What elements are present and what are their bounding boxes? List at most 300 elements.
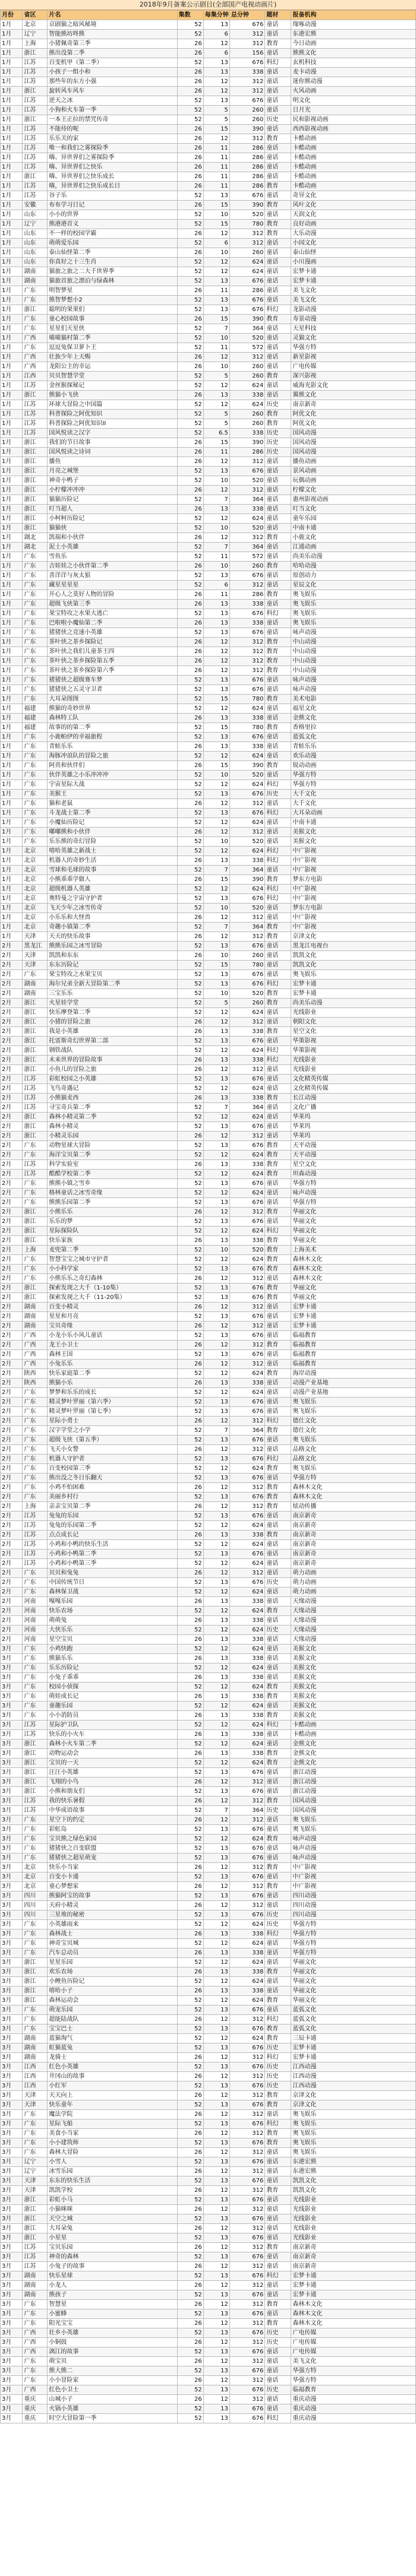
table-row [1, 1417, 416, 1426]
cell-episodes: 26 [177, 647, 203, 657]
cell-province: 广东 [23, 666, 48, 676]
cell-episodes: 52 [177, 904, 203, 913]
cell-month: 2月 [1, 1512, 23, 1521]
cell-genre: 童话 [265, 1312, 291, 1322]
cell-episodes: 26 [177, 87, 203, 96]
cell-province: 广东 [23, 2148, 48, 2157]
cell-title: 探索发现之大千（1-10集） [48, 1284, 177, 1293]
cell-total-minutes: 676 [229, 1217, 265, 1227]
cell-organization: 重庆动漫 [291, 2404, 416, 2414]
cell-title: 你真好之十三生肖 [48, 258, 177, 267]
cell-genre: 童话 [265, 163, 291, 172]
cell-genre: 童话 [265, 1179, 291, 1189]
cell-episodes: 52 [177, 58, 203, 68]
cell-genre: 童话 [265, 1217, 291, 1227]
cell-province: 江苏 [23, 410, 48, 419]
cell-genre: 科幻 [265, 847, 291, 856]
cell-total-minutes: 260 [229, 410, 265, 419]
cell-month: 1月 [1, 30, 23, 39]
table-row [1, 1891, 416, 1901]
cell-month: 3月 [1, 1929, 23, 1939]
cell-month: 1月 [1, 780, 23, 790]
cell-minutes-per-episode: 13 [203, 2005, 229, 2015]
cell-province: 广东 [23, 761, 48, 771]
header-genre: 题材 [265, 11, 291, 20]
cell-minutes-per-episode: 12 [203, 1483, 229, 1493]
cell-title: 森林小精灵第二季 [48, 1113, 177, 1122]
cell-episodes: 52 [177, 220, 203, 229]
table-row [1, 1493, 416, 1502]
cell-month: 1月 [1, 533, 23, 543]
cell-title: 嘟嘟熊和小伙伴 [48, 828, 177, 837]
cell-title: 小鸡和小鸭第三季 [48, 1559, 177, 1569]
cell-genre: 教育 [265, 875, 291, 885]
cell-organization: 大耳朵动画 [291, 809, 416, 818]
cell-genre: 童话 [265, 239, 291, 248]
cell-province: 江苏 [23, 400, 48, 410]
cell-genre: 童话 [265, 1635, 291, 1645]
cell-episodes: 52 [177, 837, 203, 847]
cell-province: 江苏 [23, 2262, 48, 2271]
cell-month: 1月 [1, 495, 23, 505]
cell-month: 3月 [1, 1730, 23, 1739]
cell-episodes: 52 [177, 942, 203, 951]
table-row [1, 410, 416, 419]
cell-title: 青蛙乐乐 [48, 742, 177, 752]
cell-title: 星际护卫队 [48, 1720, 177, 1730]
cell-total-minutes: 676 [229, 1844, 265, 1853]
cell-title: 火星娃学堂 [48, 999, 177, 1008]
cell-minutes-per-episode: 12 [203, 486, 229, 495]
cell-episodes: 26 [177, 248, 203, 258]
cell-total-minutes: 286 [229, 182, 265, 191]
cell-minutes-per-episode: 12 [203, 1882, 229, 1891]
cell-title: 小小建筑师 [48, 2138, 177, 2148]
cell-genre: 教育 [265, 1369, 291, 1379]
cell-title: 小英雄雨来 [48, 1920, 177, 1929]
cell-genre: 童话 [265, 2233, 291, 2243]
table-row [1, 1094, 416, 1103]
cell-organization: 美猴文化 [291, 828, 416, 837]
cell-minutes-per-episode: 12 [203, 381, 229, 391]
table-row [1, 1749, 416, 1758]
cell-total-minutes: 676 [229, 467, 265, 476]
cell-episodes: 26 [177, 1379, 203, 1388]
cell-organization: 奥飞娱乐 [291, 2119, 416, 2129]
cell-episodes: 52 [177, 2034, 203, 2043]
cell-month: 3月 [1, 1939, 23, 1948]
cell-organization: 蓝弧文化 [291, 2005, 416, 2015]
table-row [1, 1597, 416, 1607]
cell-episodes: 52 [177, 2043, 203, 2053]
cell-title: 中华成语故事 [48, 1806, 177, 1815]
cell-title: 天府小精灵 [48, 1901, 177, 1910]
cell-month: 2月 [1, 1464, 23, 1474]
cell-total-minutes: 676 [229, 2290, 265, 2300]
cell-total-minutes: 624 [229, 1255, 265, 1265]
cell-genre: 教育 [265, 2100, 291, 2110]
cell-organization: 华策影视 [291, 1037, 416, 1046]
cell-total-minutes: 260 [229, 419, 265, 429]
cell-title: 托雷斯奇幻世界第二部 [48, 1037, 177, 1046]
cell-province: 河南 [23, 1626, 48, 1635]
cell-province: 江苏 [23, 1796, 48, 1806]
table-row [1, 1673, 416, 1683]
cell-episodes: 52 [177, 1872, 203, 1882]
cell-title: 逆天之冰 [48, 96, 177, 106]
cell-episodes: 52 [177, 514, 203, 524]
cell-minutes-per-episode: 12 [203, 1132, 229, 1141]
table-row [1, 343, 416, 353]
table-row [1, 1882, 416, 1891]
cell-title: 开心人之莫好人物的冒险 [48, 590, 177, 600]
cell-title: 旋转风车风车 [48, 87, 177, 96]
cell-minutes-per-episode: 5 [203, 419, 229, 429]
table-row [1, 277, 416, 286]
cell-episodes: 26 [177, 1445, 203, 1455]
cell-month: 1月 [1, 267, 23, 277]
cell-genre: 童话 [265, 2281, 291, 2290]
cell-minutes-per-episode: 12 [203, 638, 229, 647]
cell-province: 广东 [23, 2005, 48, 2015]
table-row [1, 1341, 416, 1350]
cell-province: 重庆 [23, 2404, 48, 2414]
cell-total-minutes: 312 [229, 30, 265, 39]
cell-genre: 教育 [265, 695, 291, 704]
cell-total-minutes: 312 [229, 2148, 265, 2157]
cell-minutes-per-episode: 13 [203, 1198, 229, 1208]
cell-genre: 童话 [265, 1037, 291, 1046]
cell-month: 1月 [1, 904, 23, 913]
cell-total-minutes: 338 [229, 742, 265, 752]
cell-minutes-per-episode: 12 [203, 2262, 229, 2271]
cell-total-minutes: 624 [229, 1113, 265, 1122]
cell-genre: 童话 [265, 362, 291, 372]
cell-minutes-per-episode: 13 [203, 1787, 229, 1796]
cell-province: 福建 [23, 704, 48, 714]
cell-total-minutes: 520 [229, 210, 265, 220]
cell-organization: 锐动动画 [291, 761, 416, 771]
cell-minutes-per-episode: 7 [203, 543, 229, 552]
cell-genre: 童话 [265, 2224, 291, 2233]
cell-title: 小铜鼓 [48, 2338, 177, 2347]
cell-organization: 文化精英传媒 [291, 1084, 416, 1094]
cell-episodes: 52 [177, 723, 203, 733]
table-header-row [1, 11, 416, 20]
cell-total-minutes: 676 [229, 2214, 265, 2224]
cell-genre: 童话 [265, 2148, 291, 2157]
cell-month: 2月 [1, 1160, 23, 1170]
cell-minutes-per-episode: 12 [203, 2338, 229, 2347]
cell-month: 2月 [1, 989, 23, 999]
table-row [1, 1977, 416, 1986]
cell-organization: 天平动漫 [291, 1151, 416, 1160]
cell-minutes-per-episode: 13 [203, 2062, 229, 2072]
cell-genre: 童话 [265, 324, 291, 334]
cell-episodes: 52 [177, 115, 203, 125]
cell-episodes: 52 [177, 1958, 203, 1967]
table-row [1, 96, 416, 106]
cell-genre: 教育 [265, 1160, 291, 1170]
cell-organization: 今日动画 [291, 39, 416, 49]
cell-organization: 森林木文化 [291, 2319, 416, 2328]
cell-genre: 童话 [265, 1739, 291, 1749]
table-row [1, 1948, 416, 1958]
cell-title: 熊猫阿宝的故事 [48, 1891, 177, 1901]
cell-total-minutes: 312 [229, 1303, 265, 1312]
table-row [1, 2176, 416, 2186]
cell-organization: 国风动漫 [291, 448, 416, 457]
table-row [1, 2224, 416, 2233]
table-row [1, 847, 416, 856]
cell-genre: 童话 [265, 125, 291, 134]
cell-organization: 天缘动漫 [291, 1597, 416, 1607]
cell-province: 广东 [23, 1920, 48, 1929]
cell-title: 小鸡快跑 [48, 1645, 177, 1654]
cell-title: 小精灵乐园 [48, 1132, 177, 1141]
cell-month: 1月 [1, 657, 23, 666]
cell-total-minutes: 676 [229, 277, 265, 286]
cell-title: 快乐童年 [48, 2100, 177, 2110]
cell-month: 1月 [1, 714, 23, 723]
cell-title: 精灵梦叶罗丽（第六季） [48, 1398, 177, 1407]
cell-genre: 童话 [265, 334, 291, 343]
cell-minutes-per-episode: 12 [203, 1113, 229, 1122]
cell-organization: 迷你熊动漫 [291, 77, 416, 87]
table-row [1, 2148, 416, 2157]
cell-organization: 宏梦卡通 [291, 989, 416, 999]
cell-province: 广东 [23, 324, 48, 334]
cell-episodes: 52 [177, 410, 203, 419]
cell-total-minutes: 676 [229, 1075, 265, 1084]
cell-genre: 科幻 [265, 2053, 291, 2062]
cell-total-minutes: 676 [229, 58, 265, 68]
cell-province: 浙江 [23, 1958, 48, 1967]
cell-minutes-per-episode: 13 [203, 1578, 229, 1588]
cell-minutes-per-episode: 13 [203, 1075, 229, 1084]
cell-total-minutes: 364 [229, 866, 265, 875]
cell-province: 江苏 [23, 1084, 48, 1094]
cell-province: 广西 [23, 362, 48, 372]
cell-title: 百变小卡通 [48, 1872, 177, 1882]
cell-episodes: 52 [177, 476, 203, 486]
table-row [1, 1179, 416, 1189]
cell-month: 2月 [1, 1407, 23, 1417]
cell-minutes-per-episode: 13 [203, 1236, 229, 1246]
cell-minutes-per-episode: 13 [203, 2271, 229, 2281]
cell-minutes-per-episode: 12 [203, 1664, 229, 1673]
cell-genre: 童话 [265, 2395, 291, 2404]
cell-minutes-per-episode: 13 [203, 191, 229, 201]
cell-province: 广东 [23, 771, 48, 780]
table-row [1, 381, 416, 391]
cell-genre: 童话 [265, 1901, 291, 1910]
cell-organization: 江西动漫 [291, 2072, 416, 2081]
cell-title: 果宝特攻之水果大逃亡 [48, 609, 177, 619]
cell-total-minutes: 338 [229, 1692, 265, 1702]
cell-month: 1月 [1, 514, 23, 524]
table-row [1, 1103, 416, 1113]
cell-episodes: 52 [177, 429, 203, 438]
cell-genre: 童话 [265, 1198, 291, 1208]
cell-organization: 浙江动漫 [291, 1777, 416, 1787]
cell-title: 故事的的第二季 [48, 723, 177, 733]
cell-total-minutes: 676 [229, 2271, 265, 2281]
cell-month: 1月 [1, 828, 23, 837]
cell-province: 上海 [23, 39, 48, 49]
cell-province: 辽宁 [23, 30, 48, 39]
cell-organization: 叮当文化 [291, 505, 416, 514]
table-row [1, 1160, 416, 1170]
table-row [1, 1844, 416, 1853]
cell-month: 2月 [1, 1588, 23, 1597]
cell-province: 广东 [23, 1255, 48, 1265]
cell-episodes: 26 [177, 448, 203, 457]
cell-minutes-per-episode: 10 [203, 771, 229, 780]
table-row [1, 514, 416, 524]
cell-month: 1月 [1, 182, 23, 191]
cell-minutes-per-episode: 13 [203, 1379, 229, 1388]
cell-genre: 童话 [265, 1331, 291, 1341]
cell-title: 一本王正拉的禁咒传奇 [48, 115, 177, 125]
cell-province: 河南 [23, 1616, 48, 1626]
cell-genre: 童话 [265, 2252, 291, 2262]
cell-title: 海豚冲浪队的冒险之旅 [48, 752, 177, 761]
cell-month: 2月 [1, 1398, 23, 1407]
cell-month: 2月 [1, 1189, 23, 1198]
cell-minutes-per-episode: 12 [203, 2243, 229, 2252]
cell-title: 蓝猫淘气 [48, 2034, 177, 2043]
table-row [1, 666, 416, 676]
cell-minutes-per-episode: 12 [203, 1170, 229, 1179]
cell-province: 广东 [23, 1569, 48, 1578]
cell-organization: 天星科技 [291, 324, 416, 334]
table-row [1, 1986, 416, 1996]
cell-month: 2月 [1, 1037, 23, 1046]
cell-month: 3月 [1, 2205, 23, 2214]
table-row [1, 1236, 416, 1246]
cell-total-minutes: 676 [229, 1284, 265, 1293]
table-row [1, 932, 416, 942]
cell-total-minutes: 312 [229, 2281, 265, 2290]
cell-genre: 教育 [265, 2024, 291, 2034]
cell-organization: 海岸动漫 [291, 1369, 416, 1379]
table-row [1, 1350, 416, 1360]
cell-month: 2月 [1, 970, 23, 980]
cell-episodes: 52 [177, 1293, 203, 1303]
cell-total-minutes: 338 [229, 1379, 265, 1388]
cell-genre: 童话 [265, 1103, 291, 1113]
cell-total-minutes: 312 [229, 2262, 265, 2271]
cell-organization: 江通动画 [291, 543, 416, 552]
cell-minutes-per-episode: 15 [203, 695, 229, 704]
cell-genre: 科幻 [265, 2119, 291, 2129]
cell-province: 广东 [23, 733, 48, 742]
cell-organization: 香格里拉 [291, 723, 416, 733]
cell-total-minutes: 338 [229, 429, 265, 438]
cell-title: 壮族少年上天赐 [48, 353, 177, 362]
cell-total-minutes: 338 [229, 391, 265, 400]
cell-total-minutes: 312 [229, 1341, 265, 1350]
cell-title: 泥土小英雄 [48, 543, 177, 552]
cell-total-minutes: 312 [229, 2110, 265, 2119]
cell-province: 江苏 [23, 1720, 48, 1730]
cell-organization: 寿景动漫 [291, 315, 416, 324]
cell-genre: 童话 [265, 2005, 291, 2015]
table-row [1, 1407, 416, 1417]
cell-month: 3月 [1, 2290, 23, 2300]
cell-total-minutes: 676 [229, 676, 265, 685]
cell-province: 广东 [23, 600, 48, 609]
cell-episodes: 52 [177, 1920, 203, 1929]
cell-month: 1月 [1, 334, 23, 343]
cell-genre: 童话 [265, 2205, 291, 2214]
cell-month: 2月 [1, 1417, 23, 1426]
table-row [1, 1331, 416, 1341]
table-row [1, 201, 416, 210]
cell-month: 3月 [1, 1872, 23, 1882]
cell-month: 3月 [1, 2347, 23, 2357]
cell-minutes-per-episode: 10 [203, 248, 229, 258]
cell-total-minutes: 312 [229, 239, 265, 248]
table-row [1, 68, 416, 77]
cell-total-minutes: 364 [229, 1806, 265, 1815]
cell-minutes-per-episode: 12 [203, 258, 229, 267]
cell-province: 浙江 [23, 1056, 48, 1065]
cell-title: 小蜜蜂 [48, 2309, 177, 2319]
cell-title: 美食小当家 [48, 2129, 177, 2138]
table-row [1, 980, 416, 989]
cell-organization: 东港宏熊 [291, 2167, 416, 2176]
cell-episodes: 52 [177, 1246, 203, 1255]
cell-month: 1月 [1, 866, 23, 875]
cell-province: 广东 [23, 343, 48, 353]
cell-organization: 中山动漫 [291, 638, 416, 647]
table-row [1, 809, 416, 818]
cell-total-minutes: 260 [229, 999, 265, 1008]
cell-province: 广东 [23, 1464, 48, 1474]
cell-minutes-per-episode: 12 [203, 1445, 229, 1455]
cell-minutes-per-episode: 12 [203, 1464, 229, 1474]
table-row [1, 1426, 416, 1436]
cell-genre: 童话 [265, 1787, 291, 1796]
cell-total-minutes: 338 [229, 856, 265, 866]
cell-minutes-per-episode: 13 [203, 2252, 229, 2262]
cell-total-minutes: 676 [229, 2195, 265, 2205]
cell-total-minutes: 338 [229, 1654, 265, 1664]
cell-month: 3月 [1, 1692, 23, 1702]
table-row [1, 1170, 416, 1179]
cell-province: 广东 [23, 1692, 48, 1702]
cell-month: 2月 [1, 951, 23, 961]
table-row [1, 2338, 416, 2347]
cell-title: 森林小精灵 [48, 1122, 177, 1132]
cell-month: 3月 [1, 1815, 23, 1825]
cell-genre: 科幻 [265, 305, 291, 315]
table-row [1, 1739, 416, 1749]
cell-province: 湖南 [23, 2053, 48, 2062]
cell-organization: 欢乐动漫 [291, 752, 416, 761]
cell-organization: 南京新奇 [291, 2262, 416, 2271]
cell-episodes: 52 [177, 419, 203, 429]
cell-genre: 童话 [265, 1189, 291, 1198]
table-row [1, 524, 416, 533]
cell-total-minutes: 312 [229, 2167, 265, 2176]
cell-episodes: 26 [177, 1417, 203, 1426]
cell-total-minutes: 676 [229, 685, 265, 695]
cell-episodes: 52 [177, 1474, 203, 1483]
cell-episodes: 26 [177, 1303, 203, 1312]
